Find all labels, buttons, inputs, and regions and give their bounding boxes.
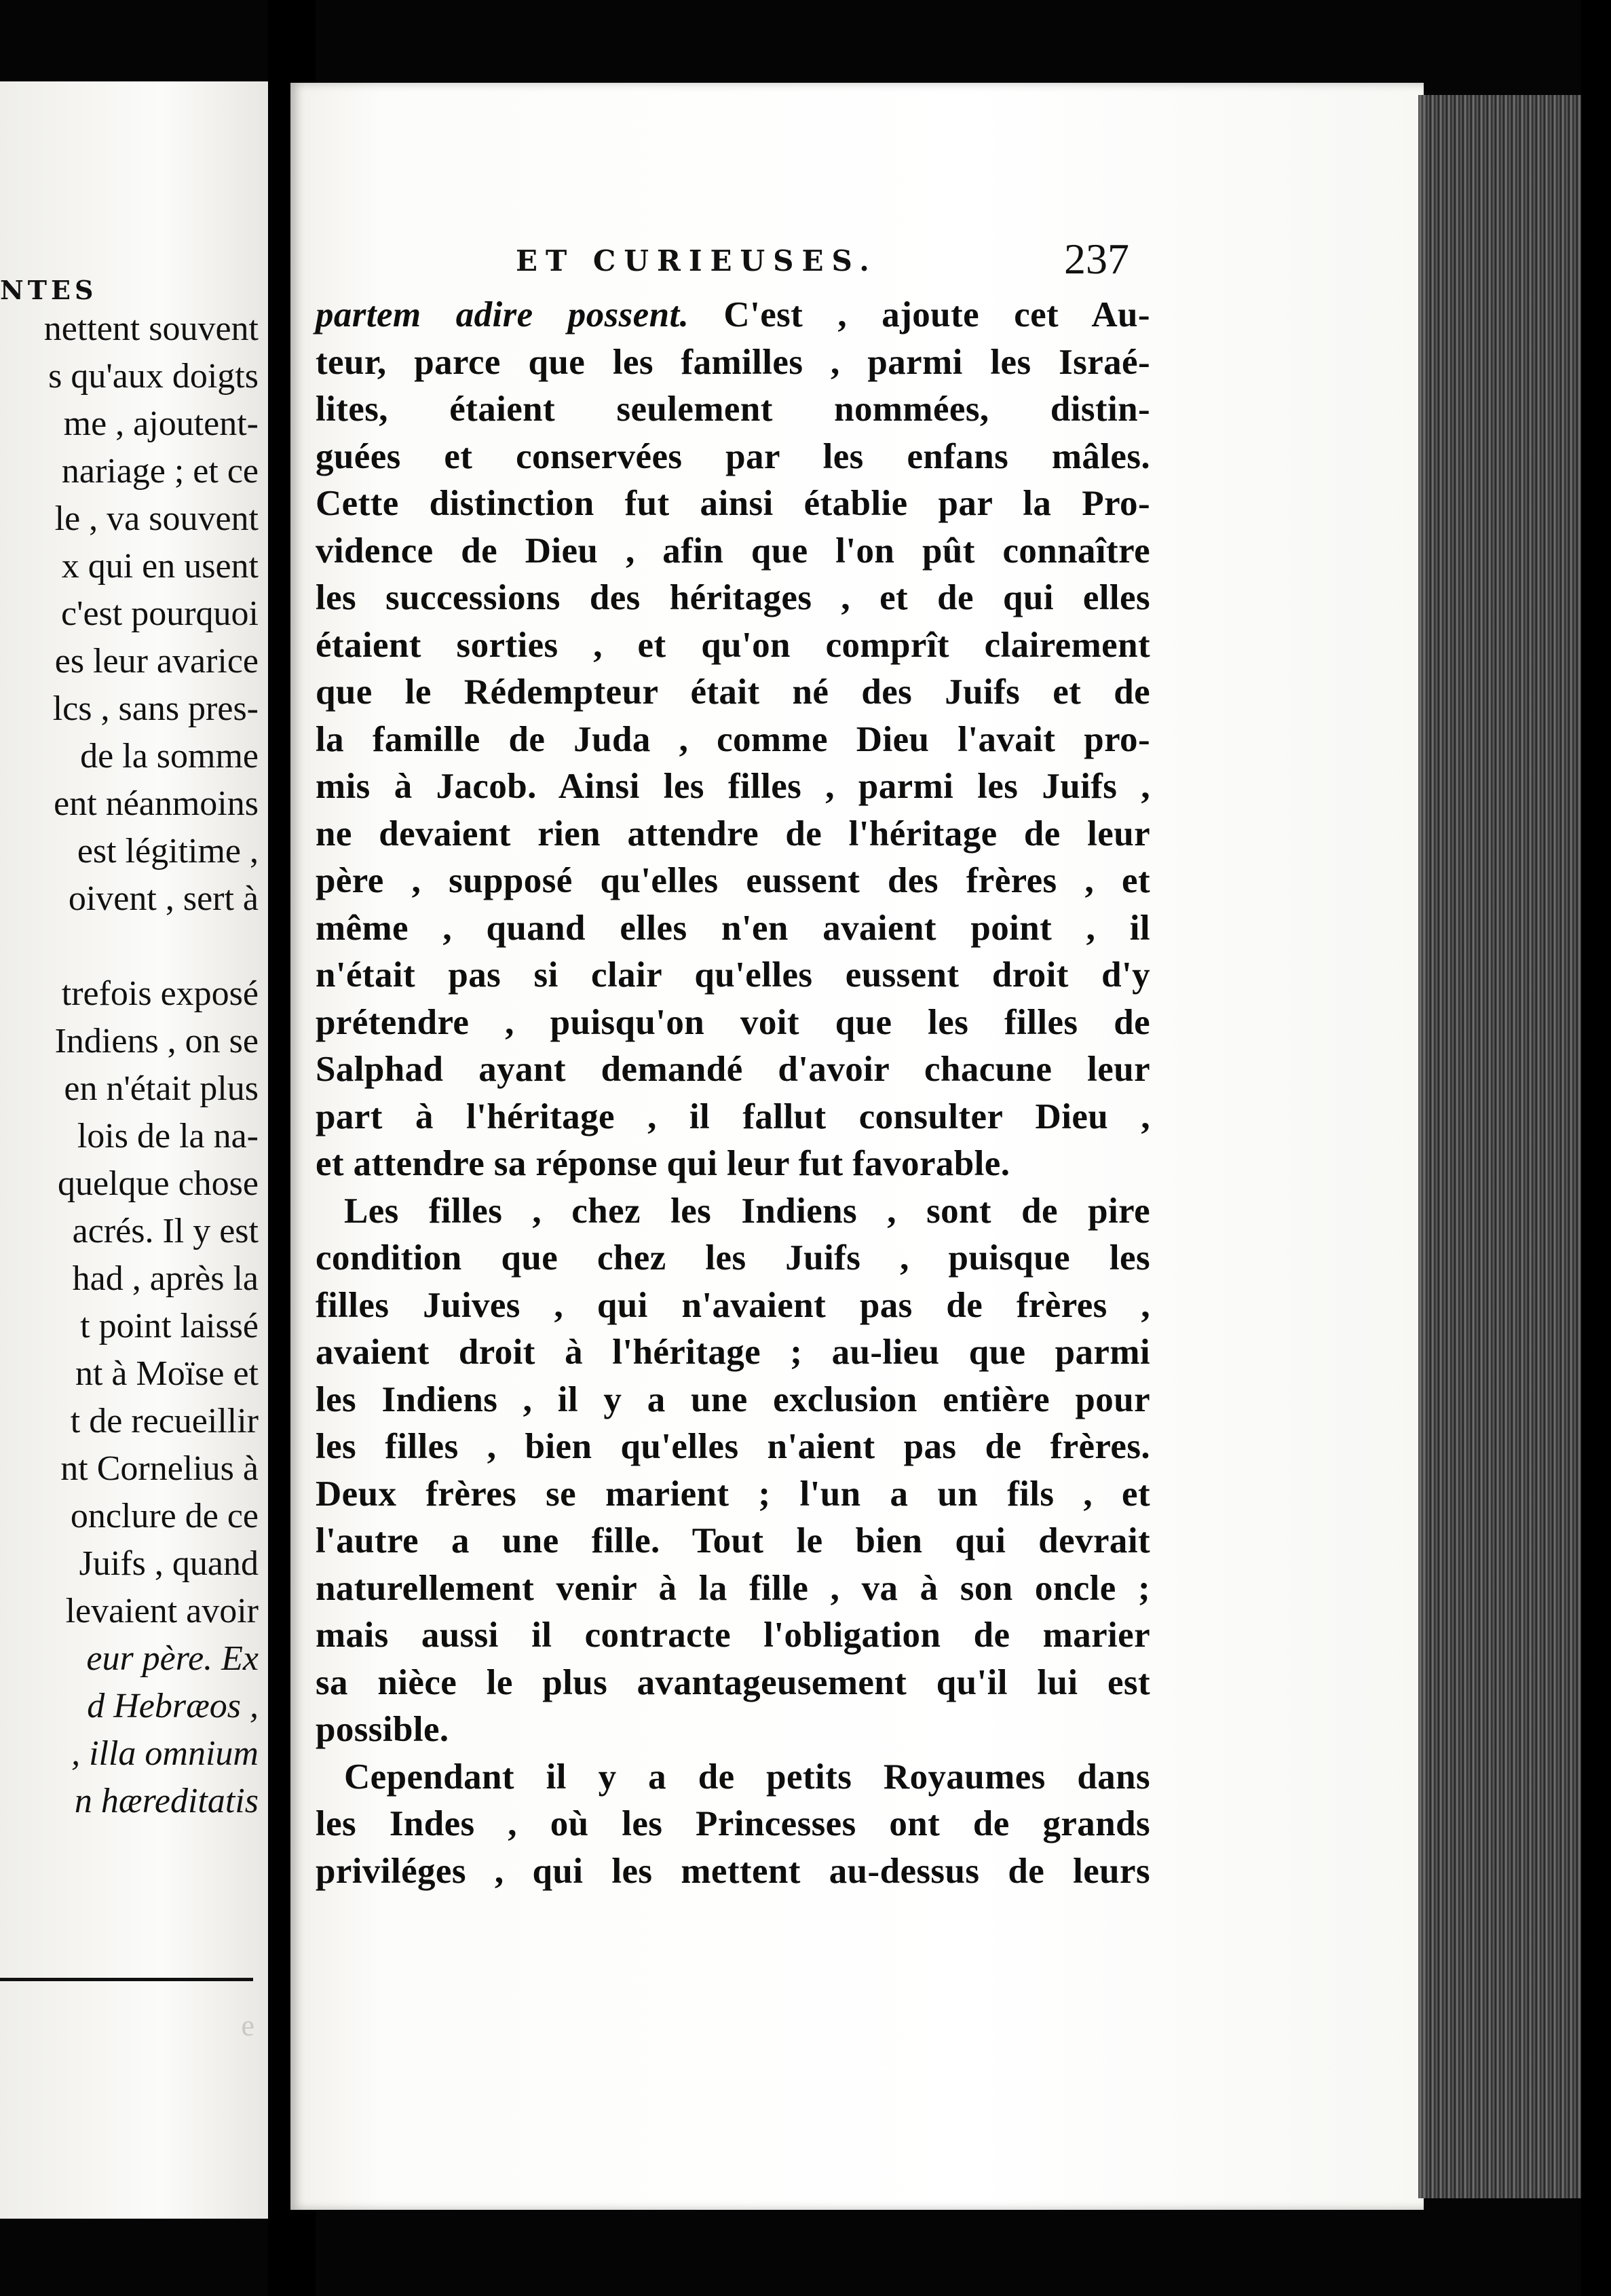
text-line [316,1094,1150,1141]
text-line [316,528,1150,575]
scan-edge [1581,0,1611,2296]
left-text-line: de la somme [80,737,259,776]
left-text-line: x qui en usent [61,547,259,586]
line-text: avaient droit à l'héritage ; au-lieu que parmi [316,1333,1150,1372]
line-text: C'est , ajoute cet Au- [689,295,1150,334]
line-text: part à l'héritage , il fallut consulter Dieu , [316,1096,1150,1136]
text-line [316,575,1150,622]
text-line [316,1377,1150,1424]
left-text-line: lois de la na- [77,1117,259,1155]
text-line [316,999,1150,1047]
line-text: sa nièce le plus avantageusement qu'il lui est [316,1662,1150,1702]
line-text: Cependant il y a de petits Royaumes dans [344,1757,1150,1797]
line-text: possible. [316,1710,449,1749]
text-line [316,434,1150,481]
text-line [316,1329,1150,1377]
left-faint-text: e [241,2009,254,2042]
left-text-line: nariage ; et ce [61,452,259,491]
line-text: filles Juives , qui n'avaient pas de frères , [316,1285,1150,1325]
line-text: teur, parce que les familles , parmi les Israé- [316,342,1150,382]
text-line [316,480,1150,528]
line-text: guées et conservées par les enfans mâles. [316,436,1150,476]
left-text-line: nt Cornelius à [60,1449,259,1488]
text-line [316,1754,1150,1801]
line-text: que le Rédempteur était né des Juifs et de [316,672,1150,712]
line-text: père , supposé qu'elles eussent des frères , et [316,861,1150,900]
left-text-line: n hæreditatis [74,1782,259,1820]
text-line [316,1423,1150,1471]
text-line [316,1188,1150,1236]
line-text: et attendre sa réponse qui leur fut favorable. [316,1144,1010,1183]
left-text-line: levaient avoir [65,1592,259,1630]
left-page-text [0,305,259,1825]
text-line [316,1235,1150,1282]
left-text-line: me , ajoutent- [63,404,259,443]
line-text: les filles , bien qu'elles n'aient pas de frères. [316,1427,1150,1466]
text-line [316,339,1150,387]
left-text-line: nt à Moïse et [75,1354,259,1393]
text-line [316,1848,1150,1896]
line-text: vidence de Dieu , afin que l'on pût connaître [316,531,1150,571]
left-text-line: en n'était plus [64,1069,259,1108]
running-head: ET CURIEUSES. [516,244,877,278]
left-text-line: Juifs , quand [79,1544,259,1583]
left-text-line: onclure de ce [70,1497,259,1535]
left-text-line [0,923,259,970]
line-text: condition que chez les Juifs , puisque les [316,1238,1150,1278]
text-line [316,1565,1150,1613]
text-line [316,622,1150,670]
text-line [316,716,1150,764]
left-text-line: est légitime , [77,832,259,870]
line-text: la famille de Juda , comme Dieu l'avait pro- [316,719,1150,759]
line-text: mis à Jacob. Ainsi les filles , parmi les Juifs , [316,767,1150,806]
text-line [316,1141,1150,1188]
text-line [316,905,1150,953]
main-text-block [316,292,1150,1895]
left-text-line: ent néanmoins [54,784,259,823]
left-text-line: oivent , sert à [68,879,259,918]
left-page [0,81,272,2219]
text-line [316,763,1150,811]
text-line [316,1801,1150,1848]
line-text: même , quand elles n'en avaient point , il [316,908,1150,948]
line-text: les successions des héritages , et de qui elles [316,578,1150,617]
text-line [316,1518,1150,1565]
left-text-line: d Hebræos , [87,1687,259,1725]
text-line [316,952,1150,999]
left-text-line: t point laissé [80,1307,259,1345]
text-line [316,858,1150,905]
left-text-line: nettent souvent [43,309,259,348]
left-page-rule [0,1978,253,1981]
text-line [316,1706,1150,1754]
left-text-line: Indiens , on se [54,1022,259,1060]
line-text: l'autre a une fille. Tout le bien qui devrait [316,1521,1150,1561]
left-text-line: acrés. Il y est [72,1212,259,1250]
text-line [316,1046,1150,1094]
text-line [316,1282,1150,1330]
text-line [316,669,1150,716]
left-running-head: NTES [0,275,98,305]
left-text-line: lcs , sans pres- [52,689,259,728]
text-line [316,811,1150,858]
line-text: mais aussi il contracte l'obligation de marier [316,1615,1150,1655]
left-text-line: c'est pourquoi [61,594,259,633]
left-text-line: trefois exposé [61,974,259,1013]
line-text: Salphad ayant demandé d'avoir chacune leur [316,1050,1150,1089]
line-text: n'était pas si clair qu'elles eussent droit d'y [316,955,1150,995]
left-text-line: had , après la [72,1259,259,1298]
left-text-line: , illa omnium [71,1734,259,1773]
left-text-line: t de recueillir [70,1402,259,1440]
line-text: naturellement venir à la fille , va à son oncle ; [316,1568,1150,1608]
text-line [316,386,1150,434]
text-line [316,1612,1150,1660]
line-text: Cette distinction fut ainsi établie par la Pro- [316,484,1150,523]
left-text-line: s qu'aux doigts [48,357,259,396]
text-line [316,292,1150,339]
left-text-line: eur père. Ex [86,1639,259,1678]
latin-phrase: partem adire possent. [316,295,689,334]
left-text-line: es leur avarice [54,642,259,681]
page-edges [1418,95,1601,2198]
line-text: ne devaient rien attendre de l'héritage de leur [316,814,1150,854]
left-text-line: le , va souvent [54,499,259,538]
line-text: Les filles , chez les Indiens , sont de pire [344,1191,1150,1231]
text-line [316,1660,1150,1707]
line-text: lites, étaient seulement nommées, distin- [316,389,1150,429]
line-text: Deux frères se marient ; l'un a un fils , et [316,1474,1150,1514]
line-text: prétendre , puisqu'on voit que les filles de [316,1002,1150,1042]
text-line [316,1471,1150,1518]
line-text: étaient sorties , et qu'on comprît clairement [316,625,1150,665]
line-text: les Indiens , il y a une exclusion entière pour [316,1379,1150,1419]
line-text: les Indes , où les Princesses ont de grands [316,1804,1150,1843]
left-text-line: quelque chose [57,1164,259,1203]
page-number: 237 [1064,235,1129,283]
line-text: priviléges , qui les mettent au-dessus de leurs [316,1851,1150,1891]
